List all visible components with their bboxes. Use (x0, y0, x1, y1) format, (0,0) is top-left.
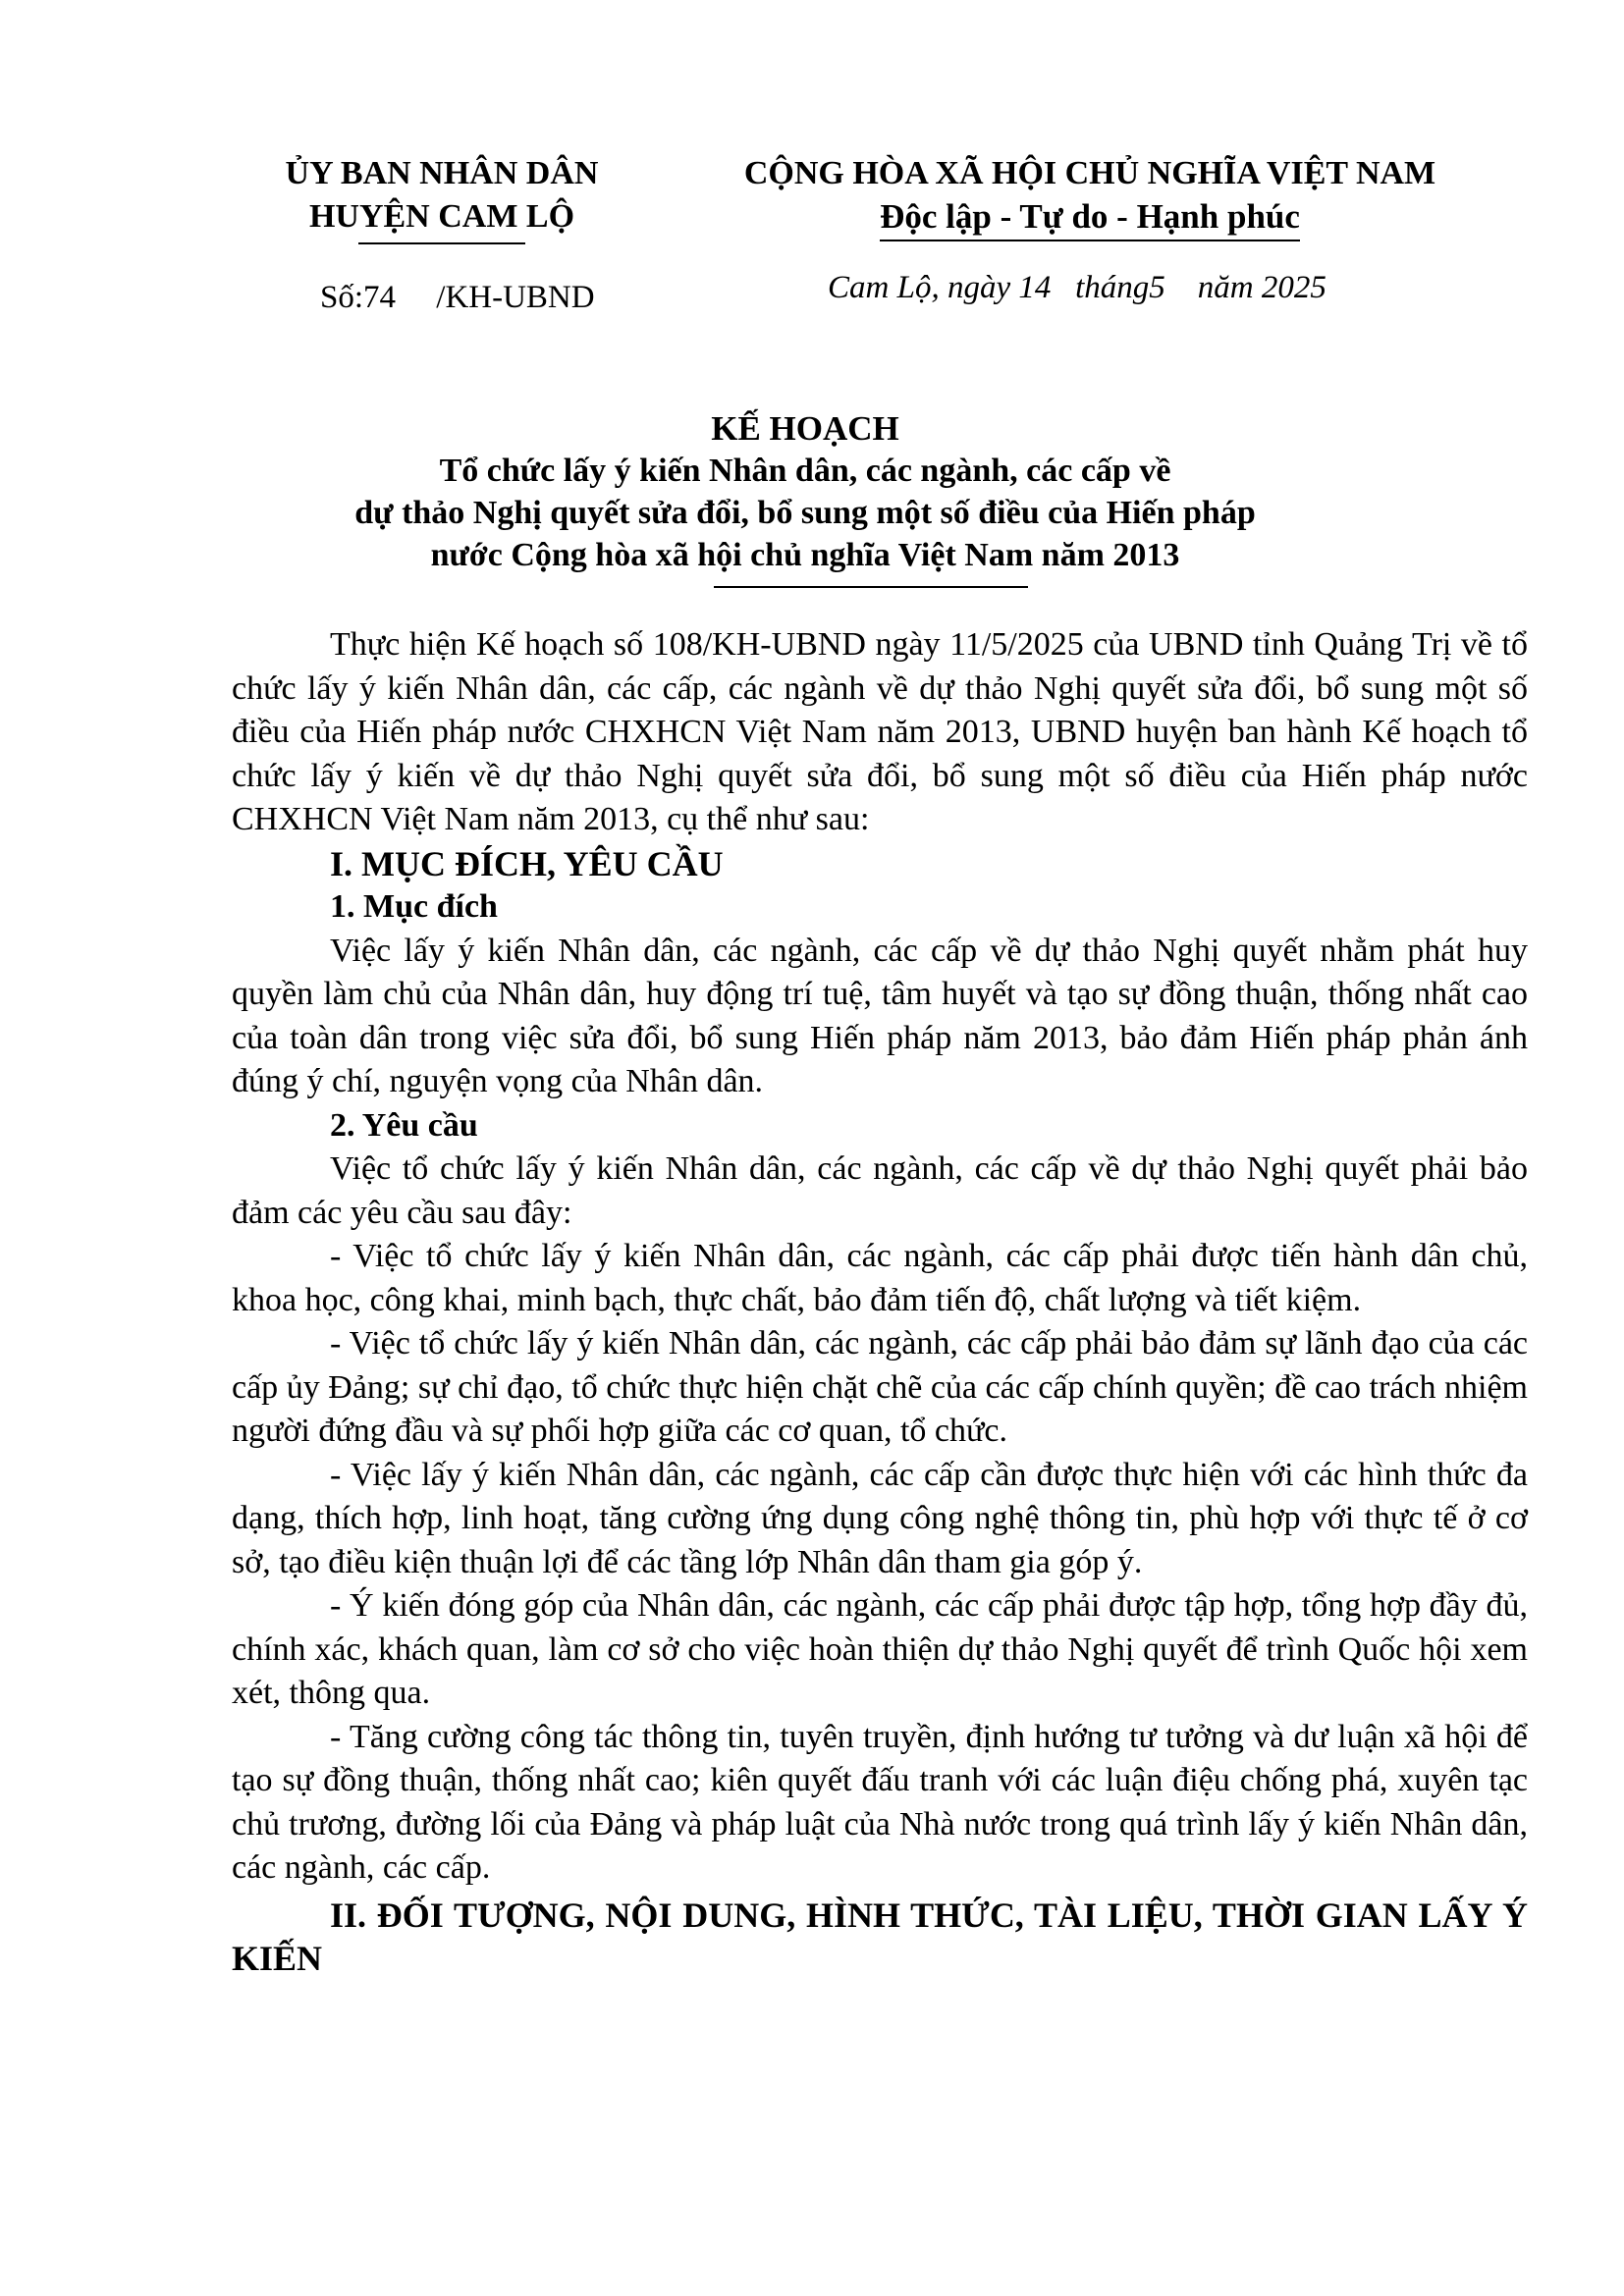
subsection-heading-purpose: 1. Mục đích (330, 888, 498, 925)
nation-name: CỘNG HÒA XÃ HỘI CHỦ NGHĨA VIỆT NAM (743, 155, 1436, 191)
requirement-item: - Việc tổ chức lấy ý kiến Nhân dân, các ngành, các cấp phải được tiến hành dân chủ, khoa học, công khai, minh bạch, thực chất, bảo đảm tiến độ, chất lượng và tiết kiệm. (232, 1238, 1528, 1318)
requirement-item: - Việc lấy ý kiến Nhân dân, các ngành, các cấp cần được thực hiện với các hình thức đa dạng, thích hợp, linh hoạt, tăng cường ứng dụng công nghệ thông tin, phù hợp với thực tế ở cơ sở, tạo điều kiện thuận lợi để các tầng lớp Nhân dân tham gia góp ý. (232, 1456, 1528, 1580)
intro-paragraph: Thực hiện Kế hoạch số 108/KH-UBND ngày 11/5/2025 của UBND tỉnh Quảng Trị về tổ chức lấy ý kiến Nhân dân, các cấp, các ngành về dự thảo Nghị quyết sửa đổi, bổ sung một số điều của Hiến pháp nước CHXHCN Việt Nam năm 2013, UBND huyện ban hành Kế hoạch tổ chức lấy ý kiến về dự thảo Nghị quyết sửa đổi, bổ sung một số điều của Hiến pháp nước CHXHCN Việt Nam năm 2013, cụ thể như sau: (232, 626, 1528, 837)
agency-name: ỦY BAN NHÂN DÂN (285, 155, 599, 191)
issue-date: Cam Lộ, ngày 14 tháng5 năm 2025 (828, 270, 1326, 305)
agency-divider (358, 242, 525, 244)
title-main: KẾ HOẠCH (711, 409, 899, 448)
document-body (232, 623, 1528, 1981)
requirements-intro: Việc tổ chức lấy ý kiến Nhân dân, các ngành, các cấp về dự thảo Nghị quyết phải bảo đảm các yêu cầu sau đây: (232, 1150, 1528, 1231)
section-heading-2: II. ĐỐI TƯỢNG, NỘI DUNG, HÌNH THỨC, TÀI LIỆU, THỜI GIAN LẤY Ý KIẾN (232, 1895, 1528, 1978)
national-header (687, 152, 1492, 241)
section-heading-1: I. MỤC ĐÍCH, YÊU CẦU (330, 843, 724, 883)
title-subtitle-line2: dự thảo Nghị quyết sửa đổi, bổ sung một số điều của Hiến pháp (354, 495, 1256, 531)
title-subtitle-line3: nước Cộng hòa xã hội chủ nghĩa Việt Nam năm 2013 (430, 537, 1180, 573)
requirement-item: - Việc tổ chức lấy ý kiến Nhân dân, các ngành, các cấp phải bảo đảm sự lãnh đạo của các cấp ủy Đảng; sự chỉ đạo, tổ chức thực hiện chặt chẽ của các cấp chính quyền; đề cao trách nhiệm người đứng đầu và sự phối hợp giữa các cơ quan, tổ chức. (232, 1325, 1528, 1449)
issuing-agency (245, 152, 638, 244)
requirement-item: - Ý kiến đóng góp của Nhân dân, các ngành, các cấp phải được tập hợp, tổng hợp đầy đủ, chính xác, khách quan, làm cơ sở cho việc hoàn thiện dự thảo Nghị quyết để trình Quốc hội xem xét, thông qua. (232, 1587, 1528, 1711)
purpose-paragraph: Việc lấy ý kiến Nhân dân, các ngành, các cấp về dự thảo Nghị quyết nhằm phát huy quyền làm chủ của Nhân dân, huy động trí tuệ, tâm huyết và tạo sự đồng thuận, thống nhất cao của toàn dân trong việc sửa đổi, bổ sung Hiến pháp năm 2013, bảo đảm Hiến pháp phản ánh đúng ý chí, nguyện vọng của Nhân dân. (232, 932, 1528, 1099)
agency-district: HUYỆN CAM LỘ (308, 198, 575, 235)
national-motto: Độc lập - Tự do - Hạnh phúc (880, 195, 1300, 241)
requirement-item: - Tăng cường công tác thông tin, tuyên truyền, định hướng tư tưởng và dư luận xã hội để tạo sự đồng thuận, thống nhất cao; kiên quyết đấu tranh với các luận điệu chống phá, xuyên tạc chủ trương, đường lối của Đảng và pháp luật của Nhà nước trong quá trình lấy ý kiến Nhân dân, các ngành, các cấp. (232, 1718, 1528, 1886)
title-subtitle-line1: Tổ chức lấy ý kiến Nhân dân, các ngành, các cấp về (439, 453, 1171, 489)
document-title (226, 407, 1384, 576)
document-number: Số:74 /KH-UBND (320, 280, 595, 315)
subsection-heading-requirements: 2. Yêu cầu (330, 1106, 478, 1144)
title-divider (714, 586, 1028, 588)
